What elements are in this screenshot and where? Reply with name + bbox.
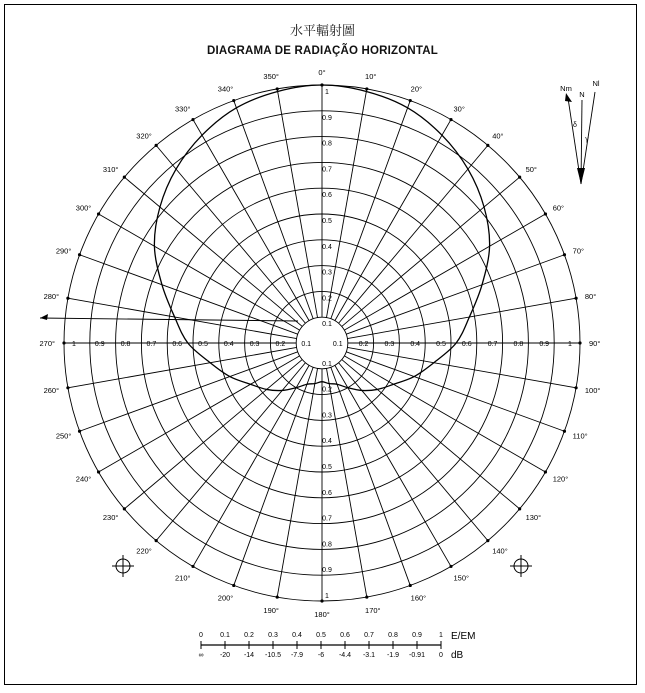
angle-tick-dot xyxy=(449,118,452,121)
angle-tick-dot xyxy=(365,87,368,90)
scale-db-label: -10.5 xyxy=(265,652,281,659)
angle-tick-dot xyxy=(544,212,547,215)
scale-db-unit: dB xyxy=(451,650,464,661)
angle-tick-dot xyxy=(66,386,69,389)
angle-tick-dot xyxy=(123,507,126,510)
radial-label-north: 0.9 xyxy=(322,114,332,122)
scale-ratio-label: 0 xyxy=(199,632,203,639)
radial-label-east: 0.9 xyxy=(539,341,550,348)
north-label-n: N xyxy=(579,90,585,99)
scale-ratio-label: 0.8 xyxy=(388,632,398,639)
north-base-arrow xyxy=(577,168,585,184)
grid-spoke xyxy=(339,145,488,323)
radial-label-north: 0.2 xyxy=(322,295,332,303)
angle-tick-dot xyxy=(62,341,65,344)
polar-grid xyxy=(62,83,581,602)
radial-label-east: 0.4 xyxy=(410,341,421,348)
angle-label: 120° xyxy=(552,474,569,484)
radial-label-west: 0.7 xyxy=(146,341,157,348)
angle-tick-dot xyxy=(66,297,69,300)
angle-label: 160° xyxy=(410,593,427,603)
angle-tick-dot xyxy=(578,341,581,344)
north-label-nl: Nl xyxy=(592,79,600,88)
radial-label-east: 0.2 xyxy=(358,341,369,348)
scale-db-label: -6 xyxy=(317,652,325,659)
radial-label-south: 0.7 xyxy=(322,515,332,523)
angle-label: 140° xyxy=(492,546,508,556)
radial-label-east: 0.6 xyxy=(461,341,472,348)
grid-spoke xyxy=(99,214,300,330)
scale-ratio-label: 0.2 xyxy=(244,632,254,639)
angle-tick-dot xyxy=(518,176,521,179)
grid-spoke xyxy=(124,177,302,326)
radial-label-south: 0.9 xyxy=(322,567,332,575)
angle-label: 20° xyxy=(410,84,423,94)
grid-spoke xyxy=(156,363,305,541)
angle-tick-dot xyxy=(486,539,489,542)
radial-label-south: 1 xyxy=(325,593,329,600)
angle-tick-dot xyxy=(409,99,412,102)
radial-label-west: 0.1 xyxy=(301,341,312,348)
radial-label-east: 0.3 xyxy=(384,341,395,348)
grid-spoke xyxy=(326,89,366,318)
angle-label: 30° xyxy=(453,104,465,114)
scale-db-label: -7.9 xyxy=(290,652,304,659)
angle-label: 40° xyxy=(492,131,504,141)
magnetic-arrow xyxy=(565,93,572,102)
radial-label-west: 0.3 xyxy=(249,341,260,348)
grid-spoke xyxy=(124,360,302,509)
angle-label: 240° xyxy=(75,474,92,484)
grid-spoke xyxy=(335,365,451,566)
north-label-gamma: γ xyxy=(585,136,589,143)
angle-tick-dot xyxy=(78,430,81,433)
angle-label: 100° xyxy=(584,386,601,396)
radial-label-south: 0.6 xyxy=(322,489,332,497)
angle-label: 260° xyxy=(43,386,60,396)
grid-spoke xyxy=(335,120,451,321)
radial-label-west: 1 xyxy=(72,341,76,348)
radial-label-north: 0.8 xyxy=(322,140,332,148)
scale-db-label: -20 xyxy=(219,652,231,659)
grid-spoke xyxy=(234,101,313,319)
scale-ratio-label: 0.9 xyxy=(412,632,422,639)
angle-label: 310° xyxy=(102,164,119,174)
angle-tick-dot xyxy=(449,565,452,568)
crosshair-icon xyxy=(510,555,532,577)
radial-label-north: 0.4 xyxy=(322,243,332,251)
grid-spoke xyxy=(344,214,545,330)
polar-labels xyxy=(39,68,600,619)
grid-spoke xyxy=(342,360,520,509)
grid-spoke xyxy=(339,363,488,541)
angle-label: 70° xyxy=(572,246,585,256)
angle-tick-dot xyxy=(276,595,279,598)
angle-tick-dot xyxy=(155,539,158,542)
angle-tick-dot xyxy=(574,386,577,389)
grid-spoke xyxy=(342,177,520,326)
radial-label-west: 0.2 xyxy=(275,341,286,348)
angle-tick-dot xyxy=(191,565,194,568)
grid-spoke xyxy=(331,367,410,585)
radial-label-east: 0.7 xyxy=(487,341,498,348)
north-label-nm: Nm xyxy=(560,84,572,93)
angle-tick-dot xyxy=(232,584,235,587)
scale-ratio-label: 1 xyxy=(439,632,443,639)
scale-db-label: -3.1 xyxy=(362,652,376,659)
angle-tick-dot xyxy=(409,584,412,587)
angle-tick-dot xyxy=(486,144,489,147)
radial-label-west: 0.5 xyxy=(198,341,208,348)
radial-label-north: 0.7 xyxy=(322,166,332,174)
angle-tick-dot xyxy=(365,595,368,598)
angle-label: 60° xyxy=(552,203,565,213)
grid-spoke xyxy=(347,347,576,387)
scale-db-label: -4.4 xyxy=(338,652,352,659)
crosshair-icon xyxy=(112,555,134,577)
angle-label: 90° xyxy=(589,339,601,348)
grid-spoke xyxy=(346,255,564,334)
angle-label: 130° xyxy=(525,513,542,523)
angle-label: 10° xyxy=(365,72,377,82)
radial-label-south: 0.2 xyxy=(322,386,332,394)
radial-label-east: 0.5 xyxy=(436,341,446,348)
radial-label-north: 0.1 xyxy=(322,321,332,329)
north-indicator xyxy=(560,79,600,184)
radial-label-north: 0.3 xyxy=(322,269,332,277)
angle-label: 350° xyxy=(263,72,279,82)
angle-tick-dot xyxy=(276,87,279,90)
scale-ratio-label: 0.1 xyxy=(220,632,230,639)
grid-spoke xyxy=(99,356,300,472)
scale-ratio-label: 0.6 xyxy=(340,632,350,639)
angle-label: 270° xyxy=(39,339,55,348)
radial-label-north: 0.5 xyxy=(322,218,332,225)
scale-ratio-unit: E/EM xyxy=(451,631,476,642)
angle-label: 280° xyxy=(43,291,60,301)
grid-spoke xyxy=(346,352,564,431)
radial-label-south: 0.4 xyxy=(322,438,332,446)
angle-label: 230° xyxy=(102,513,119,523)
angle-label: 110° xyxy=(572,431,588,441)
radial-label-north: 0.6 xyxy=(322,192,332,200)
angle-tick-dot xyxy=(320,599,323,602)
radial-label-west: 0.9 xyxy=(94,341,105,348)
scale-db-label: -14 xyxy=(243,652,255,659)
grid-spoke xyxy=(80,255,298,334)
angle-label: 320° xyxy=(136,131,152,141)
radial-label-south: 0.3 xyxy=(322,412,332,420)
radial-label-south: 0.8 xyxy=(322,541,332,549)
angle-tick-dot xyxy=(518,507,521,510)
grid-spoke xyxy=(277,368,317,597)
grid-spoke xyxy=(193,365,309,566)
grid-spoke xyxy=(234,367,313,585)
angle-tick-dot xyxy=(155,144,158,147)
radial-label-east: 0.8 xyxy=(513,341,524,348)
radial-label-east: 0.1 xyxy=(332,341,343,348)
angle-label: 340° xyxy=(217,84,234,94)
angle-label: 150° xyxy=(453,573,470,583)
radial-label-west: 0.4 xyxy=(223,341,234,348)
angle-label: 290° xyxy=(55,246,72,256)
angle-tick-dot xyxy=(97,212,100,215)
reference-arrow xyxy=(40,314,48,320)
radial-label-south: 0.1 xyxy=(322,360,332,368)
scale-ratio-label: 0.5 xyxy=(316,632,326,639)
north-label-delta: δ xyxy=(573,122,577,129)
angle-label: 180° xyxy=(314,610,330,619)
radial-label-west: 0.6 xyxy=(172,341,183,348)
angle-label: 50° xyxy=(525,164,537,174)
scale-ratio-label: 0.3 xyxy=(268,632,278,639)
angle-label: 200° xyxy=(217,593,234,603)
decorations xyxy=(40,79,600,577)
radial-label-south: 0.5 xyxy=(322,464,332,471)
grid-spoke xyxy=(80,352,298,431)
grid-spoke xyxy=(344,356,545,472)
grid-spoke xyxy=(193,120,309,321)
chart-subtitle: DIAGRAMA DE RADIAÇÃO HORIZONTAL xyxy=(206,45,439,57)
angle-label: 0° xyxy=(318,68,326,77)
radial-label-north: 1 xyxy=(325,89,329,96)
angle-tick-dot xyxy=(544,470,547,473)
grid-spoke xyxy=(156,145,305,323)
angle-label: 300° xyxy=(75,203,92,213)
radial-label-west: 0.8 xyxy=(120,341,131,348)
grid-spoke xyxy=(277,89,317,318)
angle-tick-dot xyxy=(123,176,126,179)
angle-label: 170° xyxy=(365,605,381,615)
grid-spoke xyxy=(331,101,410,319)
angle-tick-dot xyxy=(78,253,81,256)
scale-db-label: -0.91 xyxy=(409,652,425,659)
chart-title: 水平輻射圖 xyxy=(289,24,355,39)
angle-label: 190° xyxy=(263,605,279,615)
angle-label: 330° xyxy=(174,104,191,114)
scale-db-label: -1.9 xyxy=(386,652,400,659)
angle-tick-dot xyxy=(563,430,566,433)
grid-spoke xyxy=(326,368,366,597)
angle-tick-dot xyxy=(97,470,100,473)
angle-label: 220° xyxy=(136,546,152,556)
scale-db-label: ∞ xyxy=(198,652,204,659)
angle-label: 250° xyxy=(55,431,72,441)
angle-label: 80° xyxy=(584,291,597,301)
grid-spoke xyxy=(68,347,297,387)
scale-db-label: 0 xyxy=(439,652,443,659)
scale-ratio-label: 0.4 xyxy=(292,632,302,639)
angle-tick-dot xyxy=(563,253,566,256)
angle-tick-dot xyxy=(574,297,577,300)
angle-tick-dot xyxy=(191,118,194,121)
radial-label-east: 1 xyxy=(568,341,572,348)
angle-label: 210° xyxy=(174,573,191,583)
angle-tick-dot xyxy=(232,99,235,102)
scale-bar xyxy=(199,631,476,661)
scale-ratio-label: 0.7 xyxy=(364,632,374,639)
